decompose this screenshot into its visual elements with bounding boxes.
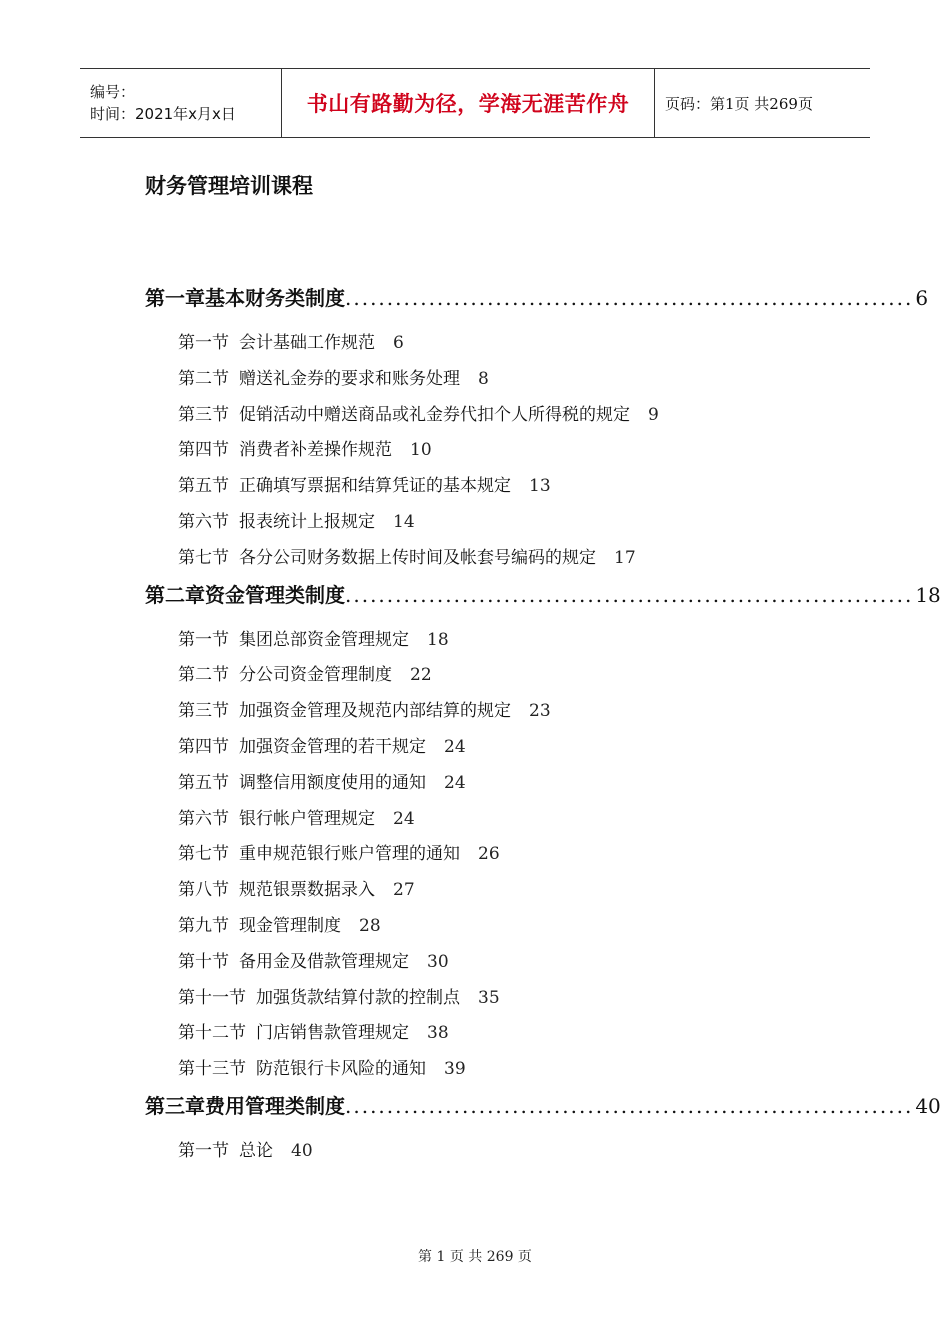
section-page-number: 24 bbox=[444, 772, 466, 793]
toc-section[interactable] bbox=[178, 1134, 807, 1170]
chapter-page-number: 18 bbox=[915, 582, 941, 607]
section-number: 第一节 bbox=[178, 629, 229, 650]
toc-section[interactable] bbox=[178, 541, 807, 577]
header-page-info-cell bbox=[655, 69, 870, 137]
section-number: 第一节 bbox=[178, 1140, 229, 1161]
section-number: 第四节 bbox=[178, 440, 229, 461]
section-number: 第三节 bbox=[178, 701, 229, 722]
section-page-number: 35 bbox=[478, 987, 500, 1008]
toc-section-list bbox=[178, 1134, 807, 1170]
section-number: 第五节 bbox=[178, 772, 229, 793]
section-title: 总论 bbox=[239, 1140, 273, 1161]
section-page-number: 27 bbox=[393, 880, 415, 901]
toc-section-list bbox=[178, 623, 807, 1088]
section-page-number: 22 bbox=[410, 665, 432, 686]
toc-section[interactable] bbox=[178, 694, 807, 730]
toc-section[interactable] bbox=[178, 658, 807, 694]
section-page-number: 9 bbox=[648, 404, 659, 425]
header-motto-cell bbox=[282, 69, 655, 137]
section-page-number: 40 bbox=[291, 1140, 313, 1161]
section-number: 第四节 bbox=[178, 736, 229, 757]
section-title: 会计基础工作规范 bbox=[239, 333, 375, 353]
toc-section[interactable] bbox=[178, 362, 807, 398]
toc-section[interactable] bbox=[178, 398, 807, 434]
chapter-number: 第三章 bbox=[145, 1093, 205, 1118]
table-of-contents bbox=[145, 280, 941, 1170]
page-info: 页码：第1页 共269页 bbox=[665, 94, 813, 113]
toc-section[interactable] bbox=[178, 469, 807, 505]
section-page-number: 28 bbox=[359, 915, 381, 936]
section-page-number: 8 bbox=[478, 368, 489, 389]
section-number: 第九节 bbox=[178, 915, 229, 936]
section-page-number: 13 bbox=[529, 476, 551, 497]
section-number: 第六节 bbox=[178, 511, 229, 532]
document-title: 财务管理培训课程 bbox=[145, 173, 313, 198]
section-title: 促销活动中赠送商品或礼金券代扣个人所得税的规定 bbox=[239, 404, 630, 425]
section-title: 调整信用额度使用的通知 bbox=[239, 772, 426, 793]
section-number: 第二节 bbox=[178, 665, 229, 686]
chapter-title: 费用管理类制度 bbox=[205, 1093, 345, 1118]
page-header bbox=[80, 68, 870, 138]
section-page-number: 10 bbox=[410, 440, 432, 461]
time-label: 时间：2021年x月x日 bbox=[90, 105, 236, 123]
toc-section[interactable] bbox=[178, 873, 807, 909]
section-page-number: 30 bbox=[427, 951, 449, 972]
toc-section[interactable] bbox=[178, 1052, 807, 1088]
chapter-number: 第一章 bbox=[145, 286, 205, 310]
section-number: 第六节 bbox=[178, 808, 229, 829]
section-title: 门店销售款管理规定 bbox=[256, 1023, 409, 1044]
section-title: 集团总部资金管理规定 bbox=[239, 629, 409, 650]
section-number: 第十节 bbox=[178, 951, 229, 972]
section-number: 第八节 bbox=[178, 880, 229, 901]
toc-chapter[interactable] bbox=[145, 1088, 941, 1124]
chapter-title: 资金管理类制度 bbox=[205, 582, 345, 607]
number-label: 编号： bbox=[90, 83, 136, 101]
motto: 书山有路勤为径，学海无涯苦作舟 bbox=[306, 91, 630, 116]
section-page-number: 18 bbox=[427, 629, 449, 650]
section-title: 赠送礼金券的要求和账务处理 bbox=[239, 368, 460, 389]
toc-section[interactable] bbox=[178, 766, 807, 802]
section-number: 第三节 bbox=[178, 404, 229, 425]
section-title: 加强资金管理及规范内部结算的规定 bbox=[239, 701, 511, 722]
chapter-page-number: 40 bbox=[915, 1093, 941, 1118]
section-page-number: 24 bbox=[393, 808, 415, 829]
toc-chapter[interactable] bbox=[145, 280, 929, 316]
section-page-number: 38 bbox=[427, 1023, 449, 1044]
section-title: 银行帐户管理规定 bbox=[239, 808, 375, 829]
section-number: 第七节 bbox=[178, 844, 229, 865]
toc-section[interactable] bbox=[178, 945, 807, 981]
chapter-number: 第二章 bbox=[145, 582, 205, 607]
section-page-number: 23 bbox=[529, 701, 551, 722]
chapter-title: 基本财务类制度 bbox=[205, 286, 345, 310]
toc-section[interactable] bbox=[178, 837, 807, 873]
section-title: 分公司资金管理制度 bbox=[239, 665, 392, 686]
section-title: 各分公司财务数据上传时间及帐套号编码的规定 bbox=[239, 547, 596, 568]
chapter-page-number: 6 bbox=[915, 286, 929, 310]
chapter-leader-dots: .................................................................... bbox=[345, 582, 914, 607]
section-title: 加强资金管理的若干规定 bbox=[239, 736, 426, 757]
chapter-leader-dots: .................................................................... bbox=[345, 1093, 914, 1118]
toc-section[interactable] bbox=[178, 505, 807, 541]
section-number: 第十一节 bbox=[178, 987, 246, 1008]
toc-chapter[interactable] bbox=[145, 577, 941, 613]
section-title: 规范银票数据录入 bbox=[239, 880, 375, 901]
section-title: 现金管理制度 bbox=[239, 915, 341, 936]
section-number: 第十二节 bbox=[178, 1023, 246, 1044]
section-title: 消费者补差操作规范 bbox=[239, 440, 392, 461]
section-title: 重申规范银行账户管理的通知 bbox=[239, 844, 460, 865]
toc-section[interactable] bbox=[178, 909, 807, 945]
toc-section[interactable] bbox=[178, 802, 807, 838]
section-number: 第七节 bbox=[178, 547, 229, 568]
section-page-number: 26 bbox=[478, 844, 500, 865]
toc-section[interactable] bbox=[178, 326, 807, 362]
section-number: 第五节 bbox=[178, 476, 229, 497]
toc-section[interactable] bbox=[178, 981, 807, 1017]
toc-section[interactable] bbox=[178, 1016, 807, 1052]
chapter-leader-dots: .................................................................... bbox=[345, 286, 914, 310]
page-footer: 第 1 页 共 269 页 bbox=[418, 1249, 532, 1265]
section-title: 备用金及借款管理规定 bbox=[239, 951, 409, 972]
section-title: 正确填写票据和结算凭证的基本规定 bbox=[239, 476, 511, 497]
section-title: 防范银行卡风险的通知 bbox=[256, 1059, 426, 1080]
toc-section-list bbox=[178, 326, 807, 577]
toc-section[interactable] bbox=[178, 433, 807, 469]
section-number: 第十三节 bbox=[178, 1059, 246, 1080]
section-page-number: 39 bbox=[444, 1059, 466, 1080]
section-number: 第一节 bbox=[178, 333, 229, 353]
toc-section[interactable] bbox=[178, 623, 807, 659]
section-title: 加强货款结算付款的控制点 bbox=[256, 987, 460, 1008]
section-page-number: 14 bbox=[393, 511, 415, 532]
section-page-number: 17 bbox=[614, 547, 636, 568]
section-page-number: 24 bbox=[444, 736, 466, 757]
section-page-number: 6 bbox=[393, 333, 404, 353]
header-meta bbox=[80, 69, 282, 137]
section-number: 第二节 bbox=[178, 368, 229, 389]
section-title: 报表统计上报规定 bbox=[239, 511, 375, 532]
toc-section[interactable] bbox=[178, 730, 807, 766]
